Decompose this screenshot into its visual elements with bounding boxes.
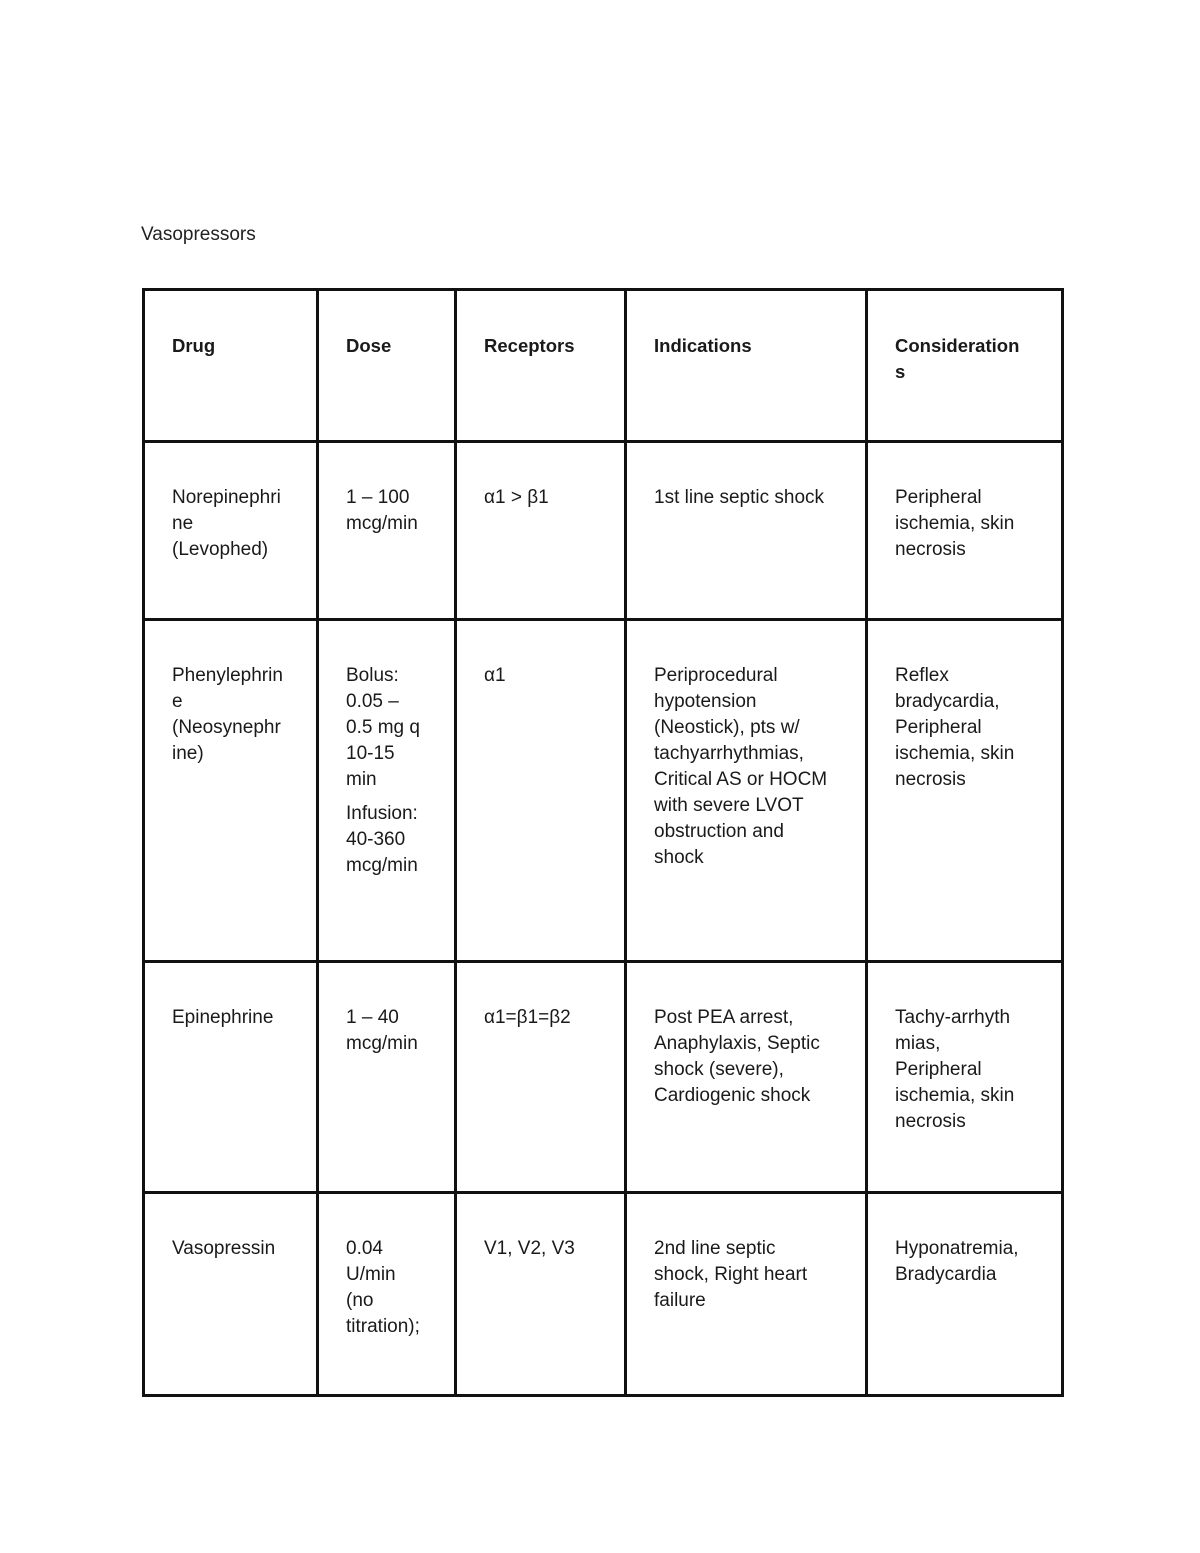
cell-text: 40-360	[346, 829, 406, 850]
cell-text: α1 > β1	[484, 487, 549, 508]
cell-text: α1=β1=β2	[484, 1007, 571, 1028]
cell-text: Periprocedural	[654, 665, 778, 686]
cell-text: 10-15	[346, 743, 395, 764]
cell-text: Hyponatremia,	[895, 1238, 1019, 1259]
cell-text: 0.04	[346, 1238, 383, 1259]
cell-text: mias,	[895, 1033, 941, 1054]
cell-text: mcg/min	[346, 855, 418, 876]
table-row	[144, 1193, 1063, 1396]
cell-text: hypotension	[654, 691, 757, 712]
header-considerations-label-wrap: s	[895, 361, 906, 382]
document-title: Vasopressors	[141, 224, 256, 245]
cell-text: mcg/min	[346, 513, 418, 534]
cell-text: 1 – 100	[346, 487, 410, 508]
cell-text: shock (severe),	[654, 1059, 784, 1080]
cell-receptors	[456, 1193, 626, 1396]
cell-indications	[626, 1193, 867, 1396]
cell-text: Cardiogenic shock	[654, 1085, 811, 1106]
header-considerations-label: Consideration	[895, 335, 1020, 356]
cell-considerations	[867, 1193, 1063, 1396]
cell-text: 1 – 40	[346, 1007, 399, 1028]
paragraph-gap	[346, 793, 434, 801]
cell-text: Peripheral	[895, 717, 982, 738]
cell-text: Infusion:	[346, 803, 418, 824]
cell-dose	[318, 442, 456, 620]
cell-receptors	[456, 620, 626, 962]
cell-text: tachyarrhythmias,	[654, 743, 804, 764]
cell-text: Post PEA arrest,	[654, 1007, 794, 1028]
cell-text: min	[346, 769, 377, 790]
header-dose	[318, 290, 456, 442]
cell-text: Phenylephrin	[172, 665, 283, 686]
cell-text: (Levophed)	[172, 539, 269, 560]
header-indications	[626, 290, 867, 442]
cell-drug	[144, 1193, 318, 1396]
cell-text: ischemia, skin	[895, 513, 1015, 534]
header-drug	[144, 290, 318, 442]
cell-text: failure	[654, 1290, 706, 1311]
cell-text: ischemia, skin	[895, 743, 1015, 764]
cell-text: with severe LVOT	[654, 795, 804, 816]
cell-drug	[144, 962, 318, 1193]
table-row	[144, 962, 1063, 1193]
cell-dose	[318, 1193, 456, 1396]
table-header-row	[144, 290, 1063, 442]
cell-dose	[318, 620, 456, 962]
cell-text: mcg/min	[346, 1033, 418, 1054]
cell-text: Bolus:	[346, 665, 399, 686]
cell-text: titration);	[346, 1316, 420, 1337]
header-receptors	[456, 290, 626, 442]
cell-text: ine)	[172, 743, 204, 764]
cell-text: 1st line septic shock	[654, 487, 825, 508]
cell-text: bradycardia,	[895, 691, 1000, 712]
cell-text: Reflex	[895, 665, 949, 686]
cell-text: shock	[654, 847, 704, 868]
cell-text: Critical AS or HOCM	[654, 769, 828, 790]
header-drug-label: Drug	[172, 335, 216, 356]
cell-text: ne	[172, 513, 194, 534]
cell-text: necrosis	[895, 1111, 966, 1132]
cell-indications	[626, 442, 867, 620]
cell-text: necrosis	[895, 539, 966, 560]
cell-text: necrosis	[895, 769, 966, 790]
cell-indications	[626, 962, 867, 1193]
cell-text: Peripheral	[895, 1059, 982, 1080]
header-receptors-label: Receptors	[484, 335, 575, 356]
cell-text: Norepinephri	[172, 487, 281, 508]
cell-text: Anaphylaxis, Septic	[654, 1033, 820, 1054]
cell-text: Peripheral	[895, 487, 982, 508]
cell-drug	[144, 620, 318, 962]
vasopressors-table	[142, 288, 1064, 1397]
cell-text: α1	[484, 665, 506, 686]
cell-text: V1, V2, V3	[484, 1238, 575, 1259]
cell-text: 2nd line septic	[654, 1238, 776, 1259]
cell-considerations	[867, 620, 1063, 962]
table-row	[144, 442, 1063, 620]
cell-text: (Neostick), pts w/	[654, 717, 800, 738]
table-row	[144, 620, 1063, 962]
cell-text: Tachy-arrhyth	[895, 1007, 1011, 1028]
cell-text: 0.5 mg q	[346, 717, 420, 738]
cell-text: obstruction and	[654, 821, 784, 842]
cell-text: (Neosynephr	[172, 717, 281, 738]
cell-text: Vasopressin	[172, 1238, 276, 1259]
cell-text: shock, Right heart	[654, 1264, 808, 1285]
cell-dose	[318, 962, 456, 1193]
cell-considerations	[867, 442, 1063, 620]
cell-text: U/min	[346, 1264, 396, 1285]
cell-text: (no	[346, 1290, 374, 1311]
cell-text: ischemia, skin	[895, 1085, 1015, 1106]
cell-text: e	[172, 691, 183, 712]
header-dose-label: Dose	[346, 335, 392, 356]
cell-considerations	[867, 962, 1063, 1193]
cell-receptors	[456, 442, 626, 620]
cell-text: 0.05 –	[346, 691, 399, 712]
cell-indications	[626, 620, 867, 962]
cell-receptors	[456, 962, 626, 1193]
cell-text: Epinephrine	[172, 1007, 274, 1028]
cell-text: Bradycardia	[895, 1264, 997, 1285]
header-considerations	[867, 290, 1063, 442]
cell-drug	[144, 442, 318, 620]
header-indications-label: Indications	[654, 335, 752, 356]
